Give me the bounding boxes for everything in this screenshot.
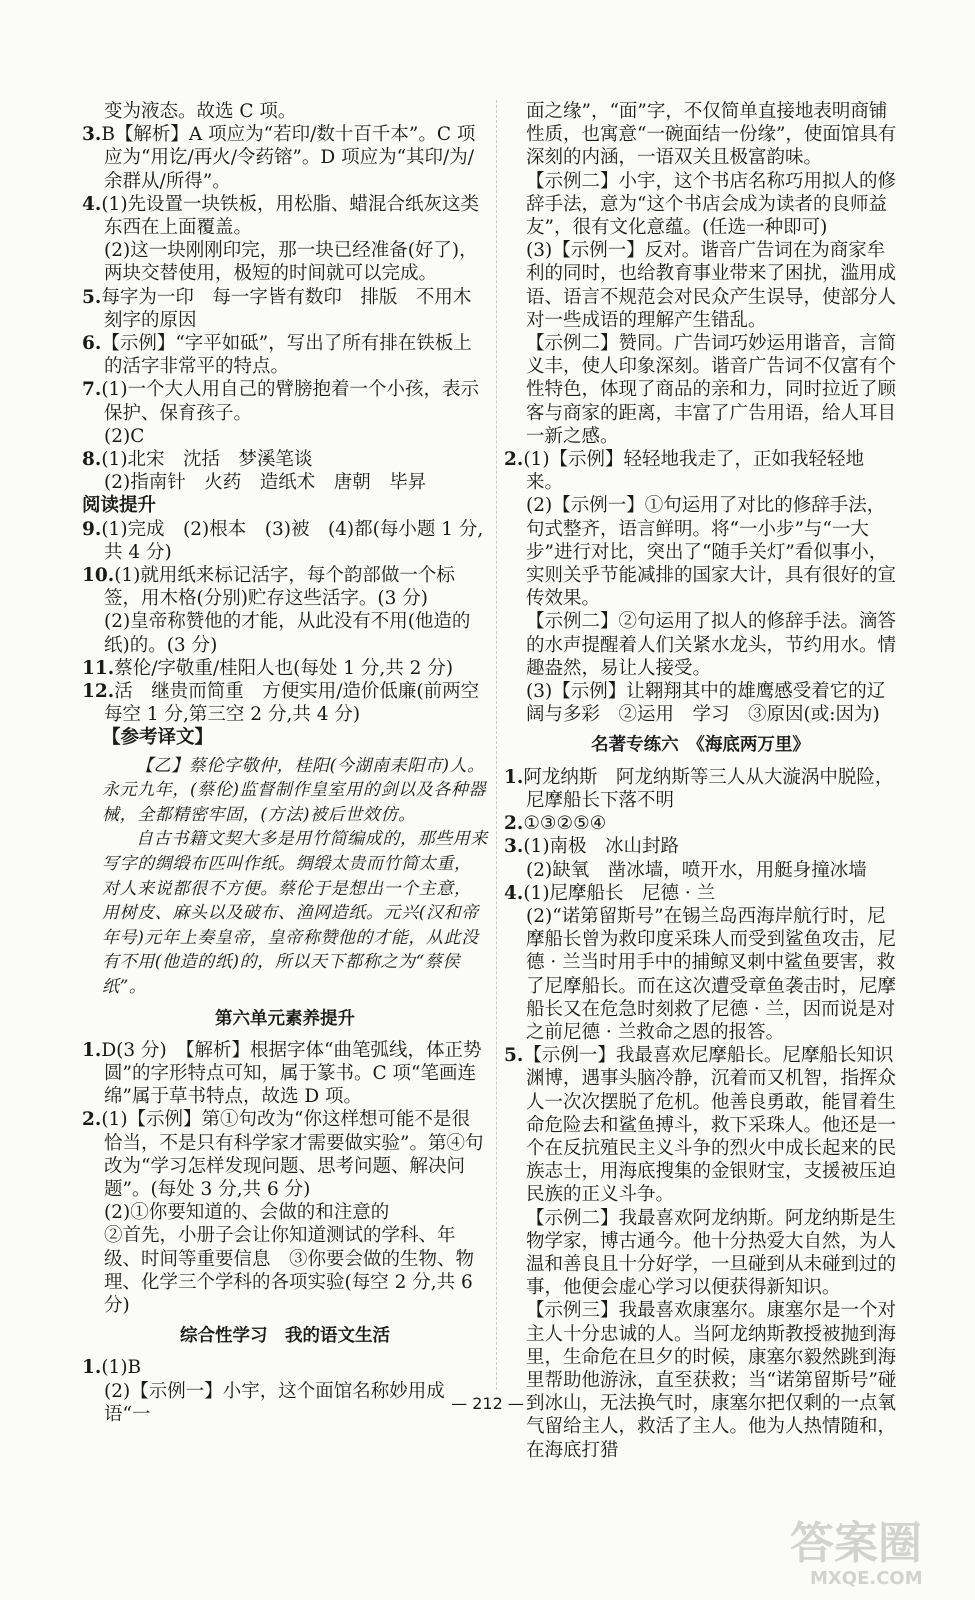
answer-line xyxy=(504,835,897,858)
answer-line xyxy=(504,905,897,1044)
answer-line xyxy=(82,471,488,494)
answer-line xyxy=(82,1356,488,1379)
answer-text: B【解析】A 项应为“若印/数十百千本”。C 项应为“用讫/再火/令药镕”。D 项应为“其印/为/余群从/所得”。 xyxy=(101,124,476,192)
question-number: 5. xyxy=(82,286,102,308)
classic-title: 名著专练六 《海底两万里》 xyxy=(591,735,810,756)
watermark-logo xyxy=(780,1510,960,1590)
answer-text: (3)【示例一】反对。谐音广告词在为商家牟利的同时，也给教育事业带来了困扰，滥用成语、语言不规范会对民众产生误导，使部分人对一些成语的理解产生错乱。 xyxy=(526,240,897,331)
answer-text: 【示例二】赞同。广告词巧妙运用谐音，言简义丰，使人印象深刻。谐音广告词不仅富有个性特色，体现了商品的亲和力，同时拉近了顾客与商家的距离，丰富了广告用语，给人耳目一新之感。 xyxy=(526,333,897,447)
question-number: 6. xyxy=(82,333,102,355)
answer-line xyxy=(82,100,488,123)
answer-text: 【示例二】②句运用了拟人的修辞手法。滴答的水声提醒着人们关紧水龙头，节约用水。情趣盎然，易让人接受。 xyxy=(526,611,897,679)
answer-text: (2)皇帝称赞他的才能，从此没有不用(他造的纸)的。(3 分) xyxy=(104,611,471,656)
translation-block xyxy=(82,754,488,1000)
answer-text: 面之缘”，“面”字，不仅简单直接地表明商铺性质，也寓意“一碗面结一份缘”，使面馆具有深刻的内涵，一语双关且极富韵味。 xyxy=(526,101,897,169)
answer-line xyxy=(82,239,488,285)
answer-line xyxy=(82,286,488,332)
answer-text: 阿龙纳斯 阿龙纳斯等三人从大漩涡中脱险，尼摩船长下落不明 xyxy=(523,766,894,811)
question-number: 12. xyxy=(82,681,115,703)
answer-text: (1)【示例】轻轻地我走了，正如我轻轻地来。 xyxy=(523,449,865,494)
answer-line xyxy=(82,332,488,378)
answer-line xyxy=(504,1207,897,1300)
answer-text: (1)【示例】第①句改为“你这样想可能不是很恰当，不是只有科学家才需要做实验”。第④句改为“学习怎样发现问题、思考问题、解决问题”。(每处 3 分,共 6 分) xyxy=(101,1109,484,1201)
translation-paragraph: 自古书籍文契大多是用竹简编成的，那些用来写字的绸缎布匹叫作纸。绸缎太贵而竹简太重，对人来说都很不方便。蔡伦于是想出一个主意，用树皮、麻头以及破布、渔网造纸。元兴(汉和帝年号)元年上奏皇帝，皇帝称赞他的才能，从此没有不用(他造的纸)的，所以天下都称之为“蔡侯纸”。 xyxy=(102,829,488,998)
answer-text: 变为液态。故选 C 项。 xyxy=(104,101,297,122)
answer-line xyxy=(82,123,488,193)
answer-line xyxy=(504,1299,897,1461)
answer-text: (3)【示例】让翱翔其中的雄鹰感受着它的辽阔与多彩 ②运用 学习 ③原因(或:因为) xyxy=(526,681,886,726)
answer-line xyxy=(504,882,897,905)
answers-block-top xyxy=(82,100,488,494)
question-number: 4. xyxy=(82,193,102,215)
left-column xyxy=(82,100,488,1426)
question-number: 1. xyxy=(504,766,524,788)
question-number: 11. xyxy=(82,657,115,679)
answer-line xyxy=(82,610,488,656)
answers-block-classic xyxy=(504,766,897,1462)
answer-line xyxy=(82,193,488,239)
answer-text: (1)北宋 沈括 梦溪笔谈 xyxy=(101,449,313,471)
answer-text: (1)南极 冰山封路 xyxy=(523,836,680,858)
answer-text: (1)就用纸来标记活字，每个韵部做一个标签，用木格(分别)贮存这些活字。(3 分) xyxy=(104,565,455,610)
answer-line xyxy=(82,1108,488,1201)
question-number: 4. xyxy=(504,882,524,904)
question-number: 3. xyxy=(504,836,524,858)
answer-line xyxy=(504,170,897,240)
right-column xyxy=(504,100,897,1462)
answer-line xyxy=(82,448,488,471)
answer-line xyxy=(82,564,488,610)
question-number: 2. xyxy=(82,1109,102,1131)
comprehensive-title: 综合性学习 我的语文生活 xyxy=(180,1326,390,1347)
answer-text: (2)【示例一】小宇，这个面馆名称妙用成语“一 xyxy=(104,1380,445,1425)
answer-text: D(3 分) 【解析】根据字体“曲笔弧线，体正势圆”的字形特点可知，属于篆书。C 项“笔画连绵”属于草书特点，故选 D 项。 xyxy=(101,1039,482,1108)
question-number: 1. xyxy=(82,1039,102,1061)
answer-line xyxy=(504,239,897,332)
answer-line xyxy=(82,657,488,680)
watermark-text-main: 答案圈 xyxy=(790,1518,922,1569)
answer-text: (1)一个大人用自己的臂膀抱着一个小孩，表示保护、保育孩子。 xyxy=(101,379,480,424)
question-number: 5. xyxy=(504,1045,524,1067)
answer-text: (2)【示例一】①句运用了对比的修辞手法，句式整齐，语言鲜明。将“一小步”与“一大步”进行对比，突出了“随手关灯”看似事小，实则关乎节能减排的国家大计，具有很好的宣传效果。 xyxy=(526,495,897,610)
answer-line xyxy=(82,378,488,424)
answer-text: ①③②⑤④ xyxy=(523,813,607,835)
answer-line xyxy=(82,1201,488,1224)
answer-text: (2)①你要知道的、会做的和注意的 xyxy=(104,1202,390,1224)
answer-text: 【示例二】小宇，这个书店名称巧用拟人的修辞手法，意为“这个书店会成为读者的良师益友”，很有文化意蕴。(任选一种即可) xyxy=(526,170,897,239)
answer-text: 【示例一】我最喜欢尼摩船长。尼摩船长知识渊博，遇事头脑冷静，沉着而又机智，指挥众人一次次摆脱了危机。他善良勇敢，能冒着生命危险去和鲨鱼搏斗，救下采珠人。他还是一个在反抗殖民主义斗争的烈火中成长起来的民族志士，用海底搜集的金银财宝，支援被压迫民族的正义斗争。 xyxy=(523,1045,897,1206)
question-number: 2. xyxy=(504,449,524,471)
answer-text: (2)缺氧 凿冰墙，喷开水，用艇身撞冰墙 xyxy=(526,859,867,881)
answer-line xyxy=(82,680,488,726)
answer-text: (1)完成 (2)根本 (3)被 (4)都(每小题 1 分,共 4 分) xyxy=(101,518,484,563)
question-number: 2. xyxy=(504,813,524,835)
answer-line xyxy=(504,448,897,494)
page-number: — 212 — xyxy=(451,1394,524,1413)
answers-block-top-right xyxy=(504,100,897,726)
answer-text: 蔡伦/字敬重/桂阳人也(每处 1 分,共 2 分) xyxy=(114,657,454,679)
answers-block-reading xyxy=(82,518,488,727)
question-number: 7. xyxy=(82,379,102,401)
answer-text: 活 继贵而简重 方便实用/造价低廉(前两空每空 1 分,第三空 2 分,共 4 分) xyxy=(104,681,480,726)
unit-title: 第六单元素养提升 xyxy=(215,1008,355,1029)
answer-line xyxy=(82,425,488,448)
answer-text: 【示例二】我最喜欢阿龙纳斯。阿龙纳斯是生物学家，博古通今。他十分热爱大自然，为人温和善良且十分好学，一旦碰到从未碰到过的事，他便会虚心学习以便获得新知识。 xyxy=(526,1207,897,1299)
answers-block-unit xyxy=(82,1039,488,1317)
answer-line xyxy=(504,766,897,812)
question-number: 9. xyxy=(82,518,102,540)
answer-text: (2)指南针 火药 造纸术 唐朝 毕昇 xyxy=(104,472,427,494)
answer-text: 每字为一印 每一字皆有数印 排版 不用木刻字的原因 xyxy=(101,286,472,331)
question-number: 8. xyxy=(82,449,102,471)
answer-line xyxy=(504,812,897,835)
answer-line xyxy=(82,518,488,564)
answer-line xyxy=(82,1224,488,1317)
answer-text: ②首先，小册子会让你知道测试的学科、年级、时间等重要信息 ③你要会做的生物、物理、化学三个学科的各项实验(每空 2 分,共 6 分) xyxy=(104,1225,475,1317)
question-number: 10. xyxy=(82,565,115,587)
answer-line xyxy=(504,610,897,680)
answer-line xyxy=(504,859,897,882)
question-number: 3. xyxy=(82,124,102,146)
answer-text: (2)“诺第留斯号”在锡兰岛西海岸航行时，尼摩船长曾为救印度采珠人而受到鲨鱼攻击，尼德 · 兰当时用手中的捕鲸叉刺中鲨鱼要害，救了尼摩船长。而在这次遭受章鱼袭击时，尼摩船长又在危急时刻救了尼德 · 兰，因而说是对之前尼德 · 兰救命之恩的报答。 xyxy=(526,905,897,1043)
translation-heading: 【参考译文】 xyxy=(102,727,214,749)
question-number: 1. xyxy=(82,1357,102,1379)
answer-line xyxy=(504,494,897,610)
reading-heading: 阅读提升 xyxy=(82,495,157,517)
watermark-text-sub: MXQE.COM xyxy=(810,1568,923,1589)
answer-text: 【示例】“字平如砥”，写出了所有排在铁板上的活字非常平的特点。 xyxy=(101,333,472,378)
answer-text: (2)这一块刚刚印完，那一块已经准备(好了)，两块交替使用，极短的时间就可以完成。 xyxy=(104,240,478,285)
answer-line xyxy=(504,1044,897,1206)
answer-line xyxy=(82,1039,488,1109)
answer-line xyxy=(504,100,897,170)
answer-text: (1)B xyxy=(101,1357,142,1379)
column-divider xyxy=(496,100,497,1390)
translation-paragraph: 【乙】蔡伦字敬仲，桂阳(今湖南耒阳市)人。永元九年，(蔡伦)监督制作皇室用的剑以及各种器械，全都精密牢固，(方法)被后世效仿。 xyxy=(102,755,487,825)
answer-text: (1)先设置一块铁板，用松脂、蜡混合纸灰这类东西在上面覆盖。 xyxy=(101,193,480,239)
answer-line xyxy=(504,680,897,726)
answer-text: (1)尼摩船长 尼德 · 兰 xyxy=(523,882,716,904)
answer-line xyxy=(504,332,897,448)
answer-text: (2)C xyxy=(104,425,145,447)
answer-text: 【示例三】我最喜欢康塞尔。康塞尔是一个对主人十分忠诚的人。当阿龙纳斯教授被抛到海里，生命危在旦夕的时候，康塞尔毅然跳到海里帮助他游泳，直至获救；当“诺第留斯号”碰到冰山，无法换气时，康塞尔把仅剩的一点氧气留给主人，救活了主人。他为人热情随和，在海底打猎 xyxy=(526,1300,897,1461)
answers-block-comprehensive xyxy=(82,1356,488,1426)
